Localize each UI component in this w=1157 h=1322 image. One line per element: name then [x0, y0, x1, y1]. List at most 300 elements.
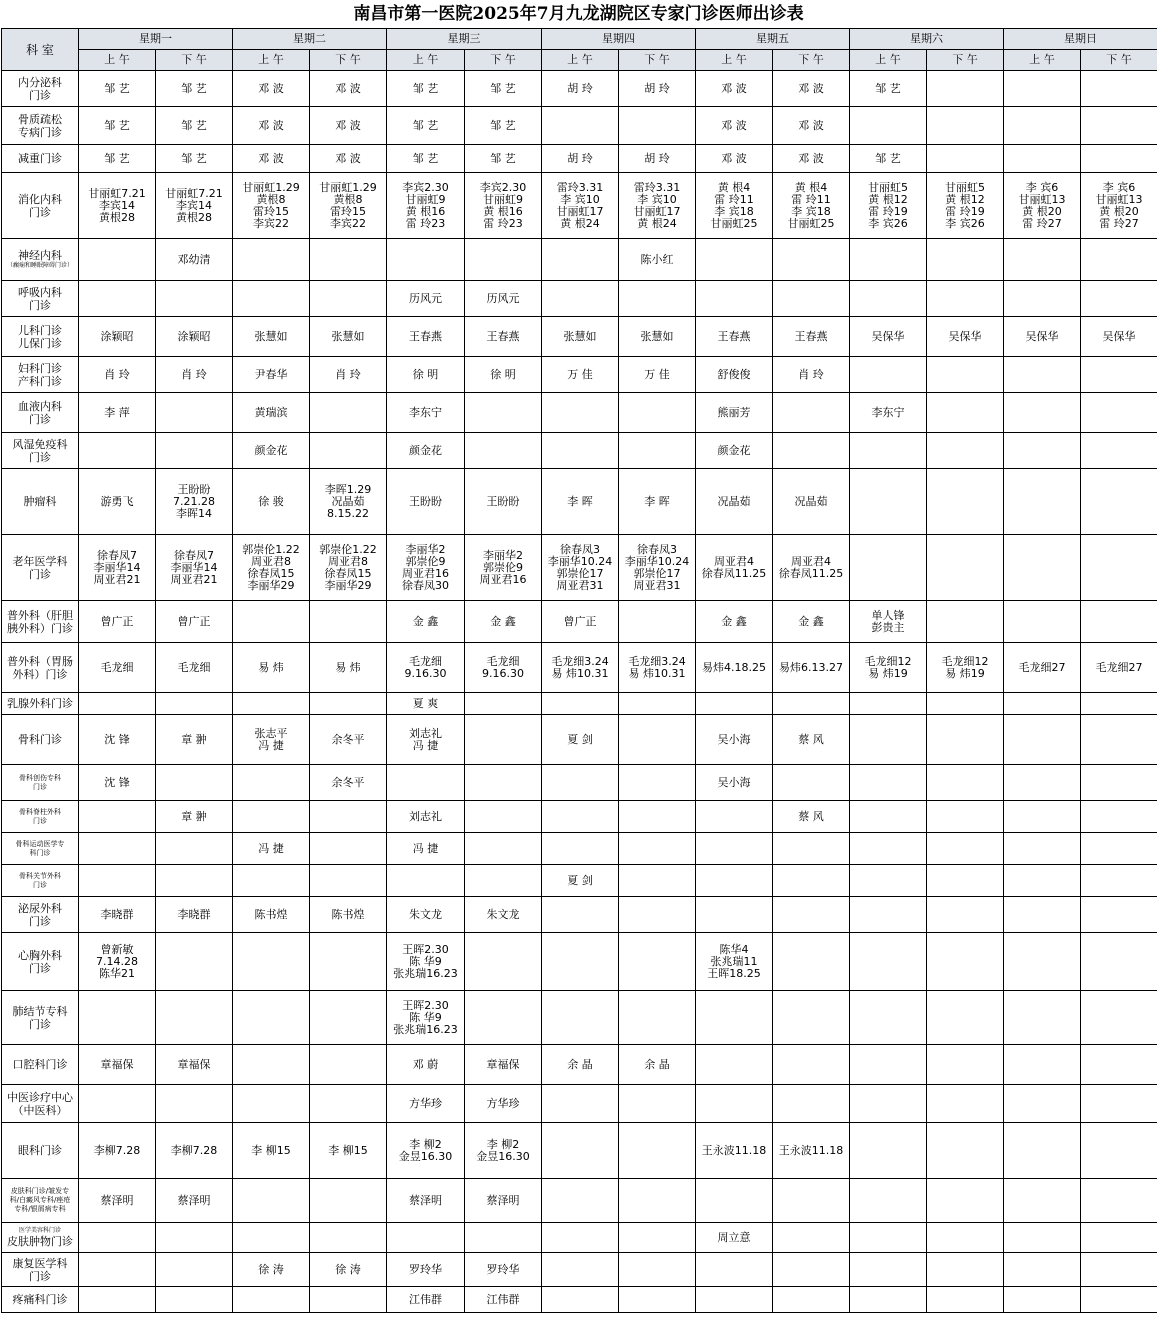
schedule-cell: 徐 骏: [233, 469, 310, 535]
schedule-cell: [619, 281, 696, 317]
schedule-cell: [465, 1223, 542, 1253]
dept-cell: [2, 281, 79, 317]
schedule-cell: [927, 765, 1004, 801]
table-row: [2, 933, 1157, 991]
schedule-cell: [1081, 933, 1157, 991]
schedule-cell: [1004, 1045, 1081, 1085]
schedule-cell: 毛龙细3.24 易 炜10.31: [542, 643, 619, 693]
schedule-cell: 李东宁: [387, 393, 465, 433]
dept-label: 老年医学科 门诊: [12, 554, 68, 581]
schedule-cell: [696, 801, 773, 833]
schedule-cell: [1081, 1045, 1157, 1085]
schedule-cell: 曾广正: [79, 601, 156, 643]
schedule-cell: [233, 239, 310, 281]
dept-label: 普外科（肝胆 胰外科）门诊: [7, 608, 73, 635]
dept-cell: [2, 71, 79, 107]
schedule-cell: 毛龙细 9.16.30: [387, 643, 465, 693]
schedule-cell: 甘丽虹1.29 黄根8 雷玲15 李宾22: [310, 173, 387, 239]
schedule-cell: [79, 1085, 156, 1123]
schedule-cell: [927, 933, 1004, 991]
schedule-cell: 冯 捷: [233, 833, 310, 865]
dept-cell: [2, 833, 79, 865]
table-row: [2, 281, 1157, 317]
schedule-cell: [927, 897, 1004, 933]
schedule-cell: [773, 933, 850, 991]
schedule-cell: [156, 393, 233, 433]
schedule-cell: 李晓群: [156, 897, 233, 933]
schedule-cell: 周立意: [696, 1223, 773, 1253]
schedule-cell: [465, 433, 542, 469]
schedule-cell: [773, 1253, 850, 1287]
schedule-cell: [1004, 469, 1081, 535]
am-header: 上 午: [79, 50, 156, 71]
schedule-cell: [465, 991, 542, 1045]
schedule-cell: 易炜6.13.27: [773, 643, 850, 693]
dept-label: 减重门诊: [18, 152, 62, 165]
schedule-cell: 王永波11.18: [773, 1123, 850, 1179]
schedule-cell: 罗玲华: [465, 1253, 542, 1287]
schedule-cell: [927, 145, 1004, 173]
schedule-cell: 王盼盼 7.21.28 李晖14: [156, 469, 233, 535]
schedule-cell: [619, 1179, 696, 1223]
schedule-cell: 吴保华: [1004, 317, 1081, 357]
dept-cell: [2, 643, 79, 693]
schedule-cell: [1081, 833, 1157, 865]
schedule-cell: [310, 1085, 387, 1123]
schedule-cell: [1081, 1179, 1157, 1223]
schedule-cell: [465, 765, 542, 801]
schedule-cell: 蔡泽明: [387, 1179, 465, 1223]
schedule-cell: 余 晶: [619, 1045, 696, 1085]
schedule-cell: [773, 1223, 850, 1253]
schedule-cell: 张慧如: [542, 317, 619, 357]
schedule-cell: [1004, 1123, 1081, 1179]
schedule-cell: 章 翀: [156, 801, 233, 833]
dept-cell: [2, 535, 79, 601]
schedule-cell: 金 鑫: [387, 601, 465, 643]
dept-cell: [2, 715, 79, 765]
schedule-cell: [465, 239, 542, 281]
schedule-cell: [310, 239, 387, 281]
schedule-cell: 毛龙细27: [1081, 643, 1157, 693]
schedule-cell: [619, 107, 696, 145]
schedule-cell: 沈 锋: [79, 715, 156, 765]
schedule-cell: [927, 601, 1004, 643]
schedule-cell: 蔡泽明: [465, 1179, 542, 1223]
schedule-cell: [79, 433, 156, 469]
schedule-cell: [79, 1287, 156, 1313]
schedule-cell: 邹 艺: [850, 145, 927, 173]
am-header: 上 午: [1004, 50, 1081, 71]
schedule-cell: [79, 801, 156, 833]
schedule-cell: [79, 1253, 156, 1287]
schedule-cell: [79, 239, 156, 281]
schedule-cell: [619, 865, 696, 897]
schedule-cell: 肖 玲: [79, 357, 156, 393]
schedule-cell: 郭崇伦1.22 周亚君8 徐春凤15 李丽华29: [310, 535, 387, 601]
schedule-cell: 毛龙细12 易 炜19: [850, 643, 927, 693]
schedule-cell: 刘志礼: [387, 801, 465, 833]
schedule-cell: 王晖2.30 陈 华9 张兆瑞16.23: [387, 991, 465, 1045]
schedule-cell: [927, 239, 1004, 281]
schedule-cell: [850, 1085, 927, 1123]
day-header-sat: 星期六: [850, 29, 1004, 50]
dept-cell: [2, 145, 79, 173]
table-row: [2, 433, 1157, 469]
schedule-cell: [1081, 1223, 1157, 1253]
schedule-cell: [1004, 239, 1081, 281]
schedule-cell: 张志平 冯 捷: [233, 715, 310, 765]
schedule-cell: 涂颖昭: [79, 317, 156, 357]
schedule-cell: [542, 1179, 619, 1223]
dept-label: 神经内科: [18, 249, 62, 262]
schedule-cell: 邓 蔚: [387, 1045, 465, 1085]
schedule-cell: [233, 693, 310, 715]
dept-cell: [2, 107, 79, 145]
schedule-cell: [619, 1223, 696, 1253]
schedule-cell: [79, 833, 156, 865]
schedule-cell: [387, 765, 465, 801]
pm-header: 下 午: [773, 50, 850, 71]
schedule-cell: [1081, 601, 1157, 643]
am-header: 上 午: [233, 50, 310, 71]
schedule-cell: 吴保华: [1081, 317, 1157, 357]
schedule-cell: [850, 107, 927, 145]
schedule-cell: 徐春凤3 李丽华10.24 郭崇伦17 周亚君31: [619, 535, 696, 601]
schedule-cell: 邓 波: [696, 145, 773, 173]
schedule-cell: [696, 239, 773, 281]
dept-label: 中医诊疗中心 （中医科）: [7, 1090, 73, 1117]
schedule-cell: [773, 897, 850, 933]
schedule-cell: [156, 933, 233, 991]
schedule-cell: [850, 281, 927, 317]
schedule-cell: 江伟群: [465, 1287, 542, 1313]
schedule-cell: 黄瑞滨: [233, 393, 310, 433]
schedule-cell: [773, 991, 850, 1045]
schedule-cell: [233, 933, 310, 991]
schedule-cell: [79, 281, 156, 317]
dept-label: 骨科创伤专科 门诊: [19, 773, 61, 791]
table-row: [2, 1253, 1157, 1287]
schedule-cell: [696, 1179, 773, 1223]
schedule-cell: 胡 玲: [619, 71, 696, 107]
schedule-cell: [850, 693, 927, 715]
schedule-cell: 李柳7.28: [79, 1123, 156, 1179]
schedule-cell: 李 柳15: [233, 1123, 310, 1179]
table-row: [2, 393, 1157, 433]
schedule-cell: 徐 涛: [310, 1253, 387, 1287]
schedule-cell: 李丽华2 郭崇伦9 周亚君16: [465, 535, 542, 601]
table-row: [2, 357, 1157, 393]
schedule-cell: [696, 833, 773, 865]
schedule-cell: [850, 1287, 927, 1313]
schedule-cell: [542, 393, 619, 433]
schedule-cell: [1081, 239, 1157, 281]
schedule-cell: [1081, 357, 1157, 393]
schedule-cell: [387, 1223, 465, 1253]
am-header: 上 午: [850, 50, 927, 71]
schedule-cell: [1004, 933, 1081, 991]
schedule-cell: [927, 1045, 1004, 1085]
schedule-cell: 李 晖: [619, 469, 696, 535]
schedule-cell: 江伟群: [387, 1287, 465, 1313]
dept-label: 血液内科 门诊: [18, 399, 62, 426]
schedule-cell: 毛龙细27: [1004, 643, 1081, 693]
dept-label: 普外科（胃肠 外科）门诊: [7, 654, 73, 681]
schedule-cell: [850, 991, 927, 1045]
table-row: [2, 1179, 1157, 1223]
schedule-cell: [542, 107, 619, 145]
schedule-cell: [927, 865, 1004, 897]
dept-cell: [2, 433, 79, 469]
dept-label: 骨质疏松 专病门诊: [18, 112, 62, 139]
schedule-cell: 邹 艺: [465, 71, 542, 107]
schedule-cell: 曾广正: [156, 601, 233, 643]
schedule-cell: [465, 865, 542, 897]
schedule-cell: [1004, 1223, 1081, 1253]
schedule-cell: 王盼盼: [465, 469, 542, 535]
schedule-cell: 甘丽虹5 黄 根12 雷 玲19 李 宾26: [850, 173, 927, 239]
dept-label: 乳腺外科门诊: [7, 697, 73, 710]
schedule-cell: 雷玲3.31 李 宾10 甘丽虹17 黄 根24: [619, 173, 696, 239]
schedule-cell: [1081, 765, 1157, 801]
dept-cell: [2, 469, 79, 535]
schedule-cell: [696, 1287, 773, 1313]
schedule-cell: [1081, 469, 1157, 535]
table-row: [2, 601, 1157, 643]
schedule-cell: [1004, 145, 1081, 173]
schedule-cell: [156, 433, 233, 469]
table-row: [2, 833, 1157, 865]
schedule-cell: [310, 933, 387, 991]
schedule-cell: 蔡泽明: [156, 1179, 233, 1223]
schedule-cell: [1081, 897, 1157, 933]
schedule-cell: 毛龙细: [156, 643, 233, 693]
schedule-cell: [233, 1287, 310, 1313]
dept-label: 皮肤肿物门诊: [7, 1235, 73, 1248]
schedule-cell: 毛龙细3.24 易 炜10.31: [619, 643, 696, 693]
schedule-cell: [233, 601, 310, 643]
schedule-cell: 王盼盼: [387, 469, 465, 535]
schedule-cell: [1004, 393, 1081, 433]
schedule-cell: [233, 1045, 310, 1085]
schedule-cell: [465, 933, 542, 991]
schedule-cell: [1081, 535, 1157, 601]
schedule-cell: [1081, 801, 1157, 833]
schedule-cell: [773, 865, 850, 897]
schedule-cell: 张慧如: [233, 317, 310, 357]
schedule-cell: [310, 1287, 387, 1313]
dept-cell: [2, 897, 79, 933]
schedule-cell: [1081, 715, 1157, 765]
schedule-cell: 邹 艺: [156, 145, 233, 173]
schedule-cell: 徐 明: [387, 357, 465, 393]
schedule-cell: [156, 1223, 233, 1253]
dept-cell: [2, 1179, 79, 1223]
schedule-cell: [850, 1045, 927, 1085]
schedule-cell: [79, 865, 156, 897]
schedule-cell: 邹 艺: [156, 71, 233, 107]
pm-header: 下 午: [465, 50, 542, 71]
day-header-mon: 星期一: [79, 29, 233, 50]
schedule-cell: [79, 693, 156, 715]
schedule-cell: [542, 933, 619, 991]
schedule-cell: [1004, 693, 1081, 715]
schedule-cell: [927, 281, 1004, 317]
schedule-cell: 李 宾6 甘丽虹13 黄 根20 雷 玲27: [1081, 173, 1157, 239]
schedule-cell: [156, 865, 233, 897]
schedule-cell: 黄 根4 雷 玲11 李 宾18 甘丽虹25: [773, 173, 850, 239]
schedule-cell: [773, 433, 850, 469]
table-row: [2, 1223, 1157, 1253]
schedule-cell: [310, 281, 387, 317]
dept-cell: [2, 1085, 79, 1123]
schedule-cell: [619, 765, 696, 801]
schedule-cell: 颜金花: [387, 433, 465, 469]
schedule-cell: [927, 1123, 1004, 1179]
schedule-cell: [156, 1085, 233, 1123]
day-header-fri: 星期五: [696, 29, 850, 50]
table-row: [2, 1045, 1157, 1085]
schedule-cell: 李晖1.29 况晶茹 8.15.22: [310, 469, 387, 535]
schedule-cell: [1081, 1287, 1157, 1313]
dept-cell: [2, 1287, 79, 1313]
dept-label: 骨科脊柱外科 门诊: [19, 807, 61, 825]
schedule-cell: 邓 波: [233, 71, 310, 107]
schedule-cell: 胡 玲: [542, 145, 619, 173]
schedule-cell: 毛龙细: [79, 643, 156, 693]
schedule-cell: [542, 897, 619, 933]
schedule-cell: 李 柳2 金昱16.30: [387, 1123, 465, 1179]
schedule-cell: 方华珍: [387, 1085, 465, 1123]
schedule-cell: [542, 1123, 619, 1179]
schedule-cell: [927, 693, 1004, 715]
schedule-cell: 罗玲华: [387, 1253, 465, 1287]
schedule-cell: [773, 1045, 850, 1085]
day-header-thu: 星期四: [542, 29, 696, 50]
dept-label: 泌尿外科 门诊: [18, 901, 62, 928]
schedule-cell: 李晓群: [79, 897, 156, 933]
schedule-cell: [619, 833, 696, 865]
schedule-cell: [233, 1085, 310, 1123]
schedule-cell: [542, 1287, 619, 1313]
schedule-cell: 易炜4.18.25: [696, 643, 773, 693]
schedule-cell: 万 佳: [542, 357, 619, 393]
schedule-cell: 张慧如: [619, 317, 696, 357]
am-header: 上 午: [542, 50, 619, 71]
schedule-cell: [310, 801, 387, 833]
dept-label: 心胸外科 门诊: [18, 948, 62, 975]
schedule-cell: 夏 剑: [542, 865, 619, 897]
schedule-cell: [156, 1287, 233, 1313]
schedule-cell: [387, 865, 465, 897]
schedule-cell: 甘丽虹7.21 李宾14 黄根28: [79, 173, 156, 239]
schedule-cell: 蔡泽明: [79, 1179, 156, 1223]
schedule-cell: [1004, 1085, 1081, 1123]
schedule-cell: 章福保: [79, 1045, 156, 1085]
schedule-cell: 李柳7.28: [156, 1123, 233, 1179]
schedule-cell: 邓 波: [310, 107, 387, 145]
dept-cell: [2, 933, 79, 991]
schedule-cell: [927, 1223, 1004, 1253]
dept-cell: [2, 393, 79, 433]
dept-label: 妇科门诊 产科门诊: [18, 361, 62, 388]
dept-cell: [2, 239, 79, 281]
schedule-cell: [927, 535, 1004, 601]
table-row: [2, 897, 1157, 933]
schedule-cell: [310, 693, 387, 715]
schedule-cell: 陈书煌: [310, 897, 387, 933]
schedule-cell: 肖 玲: [773, 357, 850, 393]
schedule-cell: 邓 波: [696, 71, 773, 107]
schedule-cell: 游勇飞: [79, 469, 156, 535]
schedule-cell: [927, 433, 1004, 469]
schedule-cell: 金 鑫: [465, 601, 542, 643]
schedule-cell: 邓 波: [773, 145, 850, 173]
schedule-cell: [233, 765, 310, 801]
schedule-cell: 李宾2.30 甘丽虹9 黄 根16 雷 玲23: [387, 173, 465, 239]
schedule-cell: [619, 1253, 696, 1287]
schedule-cell: [310, 393, 387, 433]
schedule-cell: [696, 1045, 773, 1085]
schedule-cell: [1081, 865, 1157, 897]
day-header-wed: 星期三: [387, 29, 542, 50]
schedule-cell: 邹 艺: [79, 71, 156, 107]
dept-cell: [2, 693, 79, 715]
day-header-row: [2, 29, 1157, 50]
schedule-cell: 甘丽虹7.21 李宾14 黄根28: [156, 173, 233, 239]
schedule-cell: [696, 281, 773, 317]
schedule-cell: 易 炜: [310, 643, 387, 693]
day-header-tue: 星期二: [233, 29, 387, 50]
schedule-cell: [1004, 715, 1081, 765]
table-row: [2, 1287, 1157, 1313]
dept-cell: [2, 1223, 79, 1253]
dept-label: 疼痛科门诊: [12, 1293, 68, 1306]
schedule-cell: 徐 涛: [233, 1253, 310, 1287]
dept-column-header: 科 室: [2, 29, 79, 71]
dept-label: 骨科关节外科 门诊: [19, 871, 61, 889]
pm-header: 下 午: [619, 50, 696, 71]
schedule-cell: [465, 715, 542, 765]
schedule-cell: [850, 933, 927, 991]
schedule-cell: [850, 1179, 927, 1223]
table-row: [2, 145, 1157, 173]
dept-label: 内分泌科 门诊: [18, 75, 62, 102]
schedule-cell: 王春燕: [696, 317, 773, 357]
table-row: [2, 173, 1157, 239]
schedule-cell: [696, 1253, 773, 1287]
schedule-cell: 邹 艺: [387, 71, 465, 107]
schedule-cell: [773, 693, 850, 715]
table-row: [2, 1123, 1157, 1179]
schedule-cell: [927, 801, 1004, 833]
schedule-cell: [465, 693, 542, 715]
schedule-cell: [850, 765, 927, 801]
schedule-cell: 颜金花: [696, 433, 773, 469]
schedule-cell: 余冬平: [310, 765, 387, 801]
dept-label: 儿科门诊 儿保门诊: [18, 323, 62, 350]
schedule-cell: 朱文龙: [387, 897, 465, 933]
schedule-cell: [156, 833, 233, 865]
schedule-cell: 邹 艺: [156, 107, 233, 145]
schedule-cell: 金 鑫: [696, 601, 773, 643]
dept-label: 风湿免疫科 门诊: [12, 437, 68, 464]
table-row: [2, 239, 1157, 281]
schedule-cell: 章 翀: [156, 715, 233, 765]
schedule-cell: [850, 897, 927, 933]
pm-header: 下 午: [310, 50, 387, 71]
